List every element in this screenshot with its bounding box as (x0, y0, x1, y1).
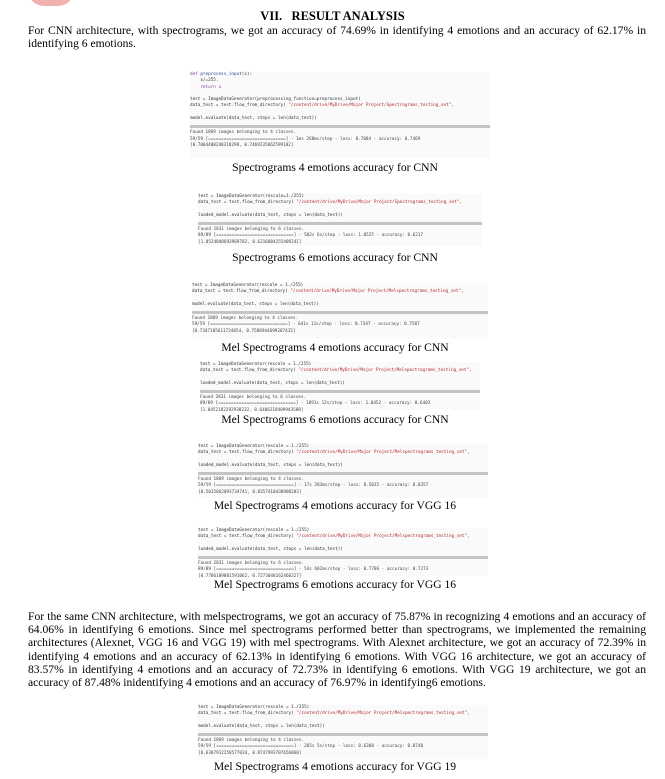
figure-caption-fig1: Spectrograms 4 emotions accuracy for CNN (232, 161, 438, 174)
code-screenshot-fig4: test = ImageDataGenerator(rescale = 1./255) data_test = test.flow_from_directory( "/content/drive/MyDrive/Major Project/Melspectrograms_testing_set", loaded_model.evaluate(data_test, steps = len(data_test)) Found 2831 images belonging to 6 classes. 89/89 [==============================] - 1091s 12s/step - loss: 1.0452 - accuracy: 0.6403 [1.0452182292938232, 0.6406218409943588] (200, 362, 480, 410)
figure-caption-fig7: Mel Spectrograms 4 emotions accuracy for VGG 19 (213, 760, 457, 773)
code-screenshot-fig1: def preprocess_input(x): x/=255. return x test = ImageDataGenerator(preprocessing_function=preprocess_input) data_test = test.flow_from_directory( "/content/drive/MyDrive/Major Project/Spectrograms_testing_set", model.evaluate(data_test, steps = len(data_test)) Found 1869 images belonging to 4 classes. 59/59 [==============================] - 1ms 268ms/step - loss: 0.7004 - accuracy: 0.7469 [0.7004408240318298, 0.7469235062599182] (190, 72, 490, 158)
figure-caption-fig6: Mel Spectrograms 6 emotions accuracy for VGG 16 (213, 578, 457, 591)
code-screenshot-fig3: test = ImageDataGenerator(rescale = 1./255) data_test = test.flow_from_directory( "/content/drive/MyDrive/Major Project/Melspectrograms_testing_set", model.evaluate(data_test, steps = len(data_test)) Found 1869 images belonging to 4 classes. 59/59 [==============================] - 641s 11s/step - loss: 0.7347 - accuracy: 0.7587 [0.7347185611724854, 0.7586944699287415] (192, 283, 488, 339)
code-screenshot-fig5: test = ImageDataGenerator(rescale = 1./255) data_test = test.flow_from_directory( "/content/drive/MyDrive/Major Project/Melspectrograms_testing_set", loaded_model.evaluate(data_test, steps = len(data_test)) Found 1869 images belonging to 4 classes. 59/59 [==============================] - 17s 283ms/step - loss: 0.5015 - accuracy: 0.8357 [0.5015062093734741, 0.8357410430908203] (198, 444, 488, 498)
intro-paragraph: For CNN architecture, with spectrograms, we got an accuracy of 74.69% in identifying 4 emotions and an accuracy of 62.17% in identifying 6 emotions. (28, 24, 646, 51)
figure-caption-fig5: Mel Spectrograms 4 emotions accuracy for VGG 16 (213, 499, 457, 512)
figure-caption-fig2: Spectrograms 6 emotions accuracy for CNN (232, 251, 438, 264)
code-screenshot-fig7: test = ImageDataGenerator(rescale = 1./255) data_test = test.flow_from_directory( "/content/drive/MyDrive/Major Project/Melspectrograms_testing_set", model.evaluate(data_test, steps = len(data_test)) Found 1869 images belonging to 4 classes. 59/59 [==============================] - 265s 5s/step - loss: 0.6308 - accuracy: 0.8748 [0.6307912258577034, 0.8747993707656860] (198, 705, 488, 759)
section-title: VII. RESULT ANALYSIS (260, 9, 405, 23)
header-logo-mark (28, 0, 74, 6)
figure-caption-fig4: Mel Spectrograms 6 emotions accuracy for CNN (221, 413, 449, 426)
code-screenshot-fig2: test = ImageDataGenerator(rescale=1./255) data_test = test.flow_from_directory( "/content/drive/MyDrive/Major Project/Spectrograms_testing_set", loaded_model.evaluate(data_test, steps = len(data_test)) Found 2831 images belonging to 6 classes. 89/89 [==============================] - 502s 6s/step - loss: 1.0525 - accuracy: 0.6217 [1.0524840693969782, 0.6216884255409241] (198, 194, 482, 246)
code-screenshot-fig6: test = ImageDataGenerator(rescale = 1./255) data_test = test.flow_from_directory( "/content/drive/MyDrive/Major Project/Melspectrograms_testing_set", loaded_model.evaluate(data_test, steps = len(data_test)) Found 2831 images belonging to 6 classes. 89/89 [==============================] - 54s 602ms/step - loss: 0.7706 - accuracy: 0.7273 [0.7706109881591062, 0.7273048162460327] (198, 528, 488, 576)
results-paragraph: For the same CNN architecture, with melspectrograms, we got an accuracy of 75.87% in recognizing 4 emotions and an accuracy of 64.06% in identifying 6 emotions. Since mel spectrograms performed better than spectrograms, we implemented the remaining architectures (Alexnet, VGG 16 and VGG 19) with mel spectrograms. With Alexnet architecture, we got an accuracy of 72.39% in identifying 4 emotions and an accuracy of 62.13% in identifying 6 emotions. With VGG 16 architecture, we got an accuracy of 83.57% in identifying 4 emotions and an accuracy of 72.73% in identifying 6 emotions. With VGG 19 architecture, we got an accuracy of 87.48% inidentifying 4 emotions and an accuracy of 76.97% in identifying6 emotions. (28, 610, 646, 690)
figure-caption-fig3: Mel Spectrograms 4 emotions accuracy for CNN (221, 341, 449, 354)
